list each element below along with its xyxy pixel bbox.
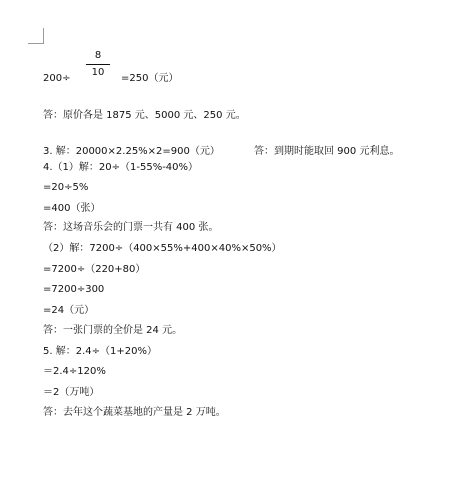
fraction-denominator: 10: [91, 67, 105, 78]
page-corner-mark: [28, 43, 44, 44]
fraction-numerator: 8: [94, 50, 102, 61]
fraction: [86, 50, 110, 79]
step-line: =20÷5%: [43, 182, 89, 193]
step-line: =24（元）: [43, 305, 95, 316]
problem-3-answer: 答：到期时能取回 900 元利息。: [254, 146, 400, 157]
step-line: ＝2（万吨）: [43, 387, 100, 398]
answer-line-2: 答：原价各是 1875 元、5000 元、250 元。: [43, 110, 246, 121]
step-line: =7200÷300: [43, 284, 105, 295]
equation-line-1-prefix: 200÷: [43, 73, 71, 84]
fraction-bar: [86, 64, 110, 65]
answer-line: 答：一张门票的全价是 24 元。: [43, 325, 183, 336]
problem-3-solution: 3. 解：20000×2.25%×2=900（元）: [43, 146, 220, 157]
step-line: =7200÷（220+80）: [43, 264, 146, 275]
problem-5-solution: 5. 解：2.4÷（1+20%）: [43, 346, 157, 357]
answer-line: 答：去年这个蔬菜基地的产量是 2 万吨。: [43, 407, 226, 418]
equation-line-1-suffix: =250（元）: [121, 73, 179, 84]
problem-4-part-1: 4.（1）解：20÷（1-55%-40%）: [43, 162, 199, 173]
answer-line: 答：这场音乐会的门票一共有 400 张。: [43, 222, 219, 233]
step-line: ＝2.4÷120%: [43, 366, 106, 377]
step-line: =400（张）: [43, 203, 101, 214]
problem-4-part-2: （2）解：7200÷（400×55%+400×40%×50%）: [43, 243, 282, 254]
